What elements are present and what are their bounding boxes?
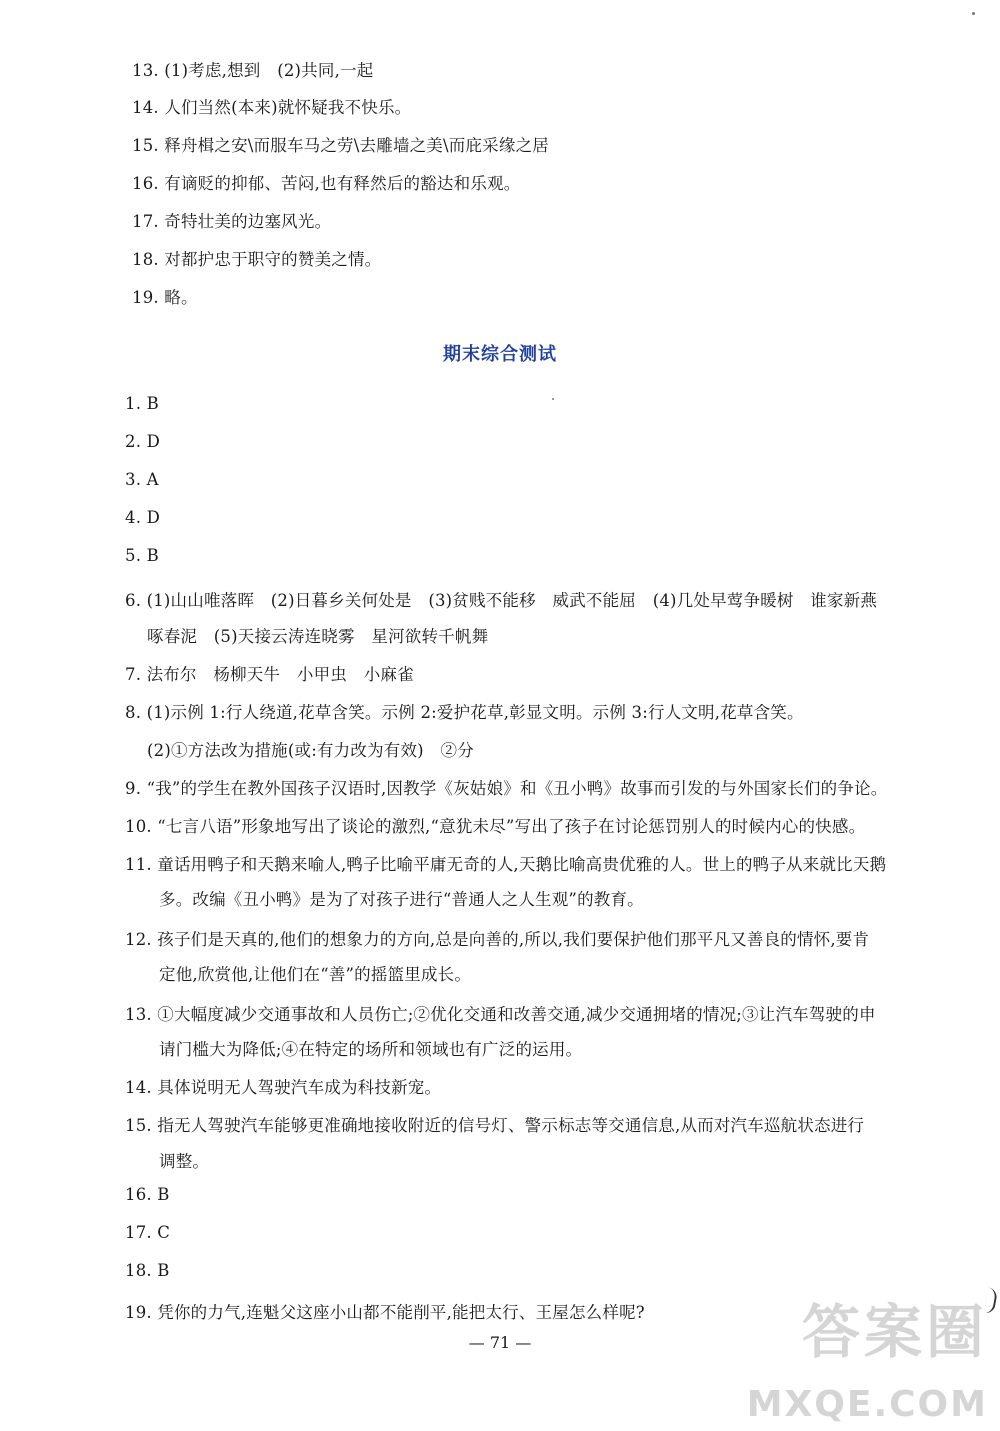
scan-speck <box>552 398 554 400</box>
answer-line-6-cont: 啄春泥 (5)天接云涛连晓雾 星河欲转千帆舞 <box>147 627 489 646</box>
watermark-url: MXQE.COM <box>746 1384 988 1425</box>
answer-line-7: 7. 法布尔 杨柳天牛 小甲虫 小麻雀 <box>125 665 414 684</box>
answer-line-2: 2. D <box>125 432 161 451</box>
answer-line-14-top: 14. 人们当然(本来)就怀疑我不快乐。 <box>132 98 412 117</box>
answer-line-9: 9. “我”的学生在教外国孩子汉语时,因教学《灰姑娘》和《丑小鸭》故事而引发的与外国家长们的争论。 <box>125 779 888 798</box>
answer-line-19: 19. 凭你的力气,连魁父这座小山都不能削平,能把太行、王屋怎么样呢? <box>125 1303 645 1322</box>
answer-line-17: 17. C <box>125 1223 171 1242</box>
answer-line-18: 18. B <box>125 1261 170 1280</box>
answer-line-19-top: 19. 略。 <box>132 288 198 307</box>
answer-line-17-top: 17. 奇特壮美的边塞风光。 <box>132 212 332 231</box>
scan-speck <box>972 12 975 15</box>
answer-line-14: 14. 具体说明无人驾驶汽车成为科技新宠。 <box>125 1078 442 1097</box>
answer-line-18-top: 18. 对都护忠于职守的赞美之情。 <box>132 250 382 269</box>
answer-line-11-cont: 多。改编《丑小鸭》是为了对孩子进行“普通人之人生观”的教育。 <box>159 890 644 909</box>
answer-line-5: 5. B <box>125 546 159 565</box>
answer-line-12: 12. 孩子们是天真的,他们的想象力的方向,总是向善的,所以,我们要保护他们那平凡又善良的情怀,要肯 <box>125 930 870 949</box>
answer-line-16-top: 16. 有谪贬的抑郁、苦闷,也有释然后的豁达和乐观。 <box>132 174 521 193</box>
answer-line-16: 16. B <box>125 1185 170 1204</box>
answer-line-15: 15. 指无人驾驶汽车能够更准确地接收附近的信号灯、警示标志等交通信息,从而对汽车巡航状态进行 <box>125 1116 865 1135</box>
answer-line-4: 4. D <box>125 508 161 527</box>
page-number: — 71 — <box>468 1333 532 1352</box>
answer-line-10: 10. “七言八语”形象地写出了谈论的激烈,“意犹未尽”写出了孩子在讨论惩罚别人的时候内心的快感。 <box>125 817 866 836</box>
answer-line-15-cont: 调整。 <box>159 1152 210 1171</box>
answer-line-15-top: 15. 释舟楫之安\而服车马之劳\去雕墙之美\而庇采缘之居 <box>132 136 549 155</box>
watermark-logo-text: 答案圈 <box>801 1298 988 1366</box>
answer-line-1: 1. B <box>125 394 159 413</box>
answer-line-13: 13. ①大幅度减少交通事故和人员伤亡;②优化交通和改善交通,减少交通拥堵的情况;③让汽车驾驶的申 <box>125 1005 876 1024</box>
answer-line-13-top: 13. (1)考虑,想到 (2)共同,一起 <box>132 61 374 80</box>
answer-line-13-cont: 请门槛大为降低;④在特定的场所和领域也有广泛的运用。 <box>159 1040 583 1059</box>
watermark <box>746 1285 992 1425</box>
section-title: 期末综合测试 <box>443 344 557 365</box>
answer-line-8-sub: (2)①方法改为措施(或:有力改为有效) ②分 <box>147 741 474 760</box>
answer-line-12-cont: 定他,欣赏他,让他们在“善”的摇篮里成长。 <box>159 965 472 984</box>
answer-line-6: 6. (1)山山唯落晖 (2)日暮乡关何处是 (3)贫贱不能移 威武不能屈 (4)几处早莺争暖树 谁家新燕 <box>125 591 878 610</box>
answer-line-11: 11. 童话用鸭子和天鹅来喻人,鸭子比喻平庸无奇的人,天鹅比喻高贵优雅的人。世上的鸭子从来就比天鹅 <box>125 855 887 874</box>
answer-line-8: 8. (1)示例 1:行人绕道,花草含笑。示例 2:爱护花草,彰显文明。示例 3:行人文明,花草含笑。 <box>125 703 804 722</box>
answer-line-3: 3. A <box>125 470 159 489</box>
